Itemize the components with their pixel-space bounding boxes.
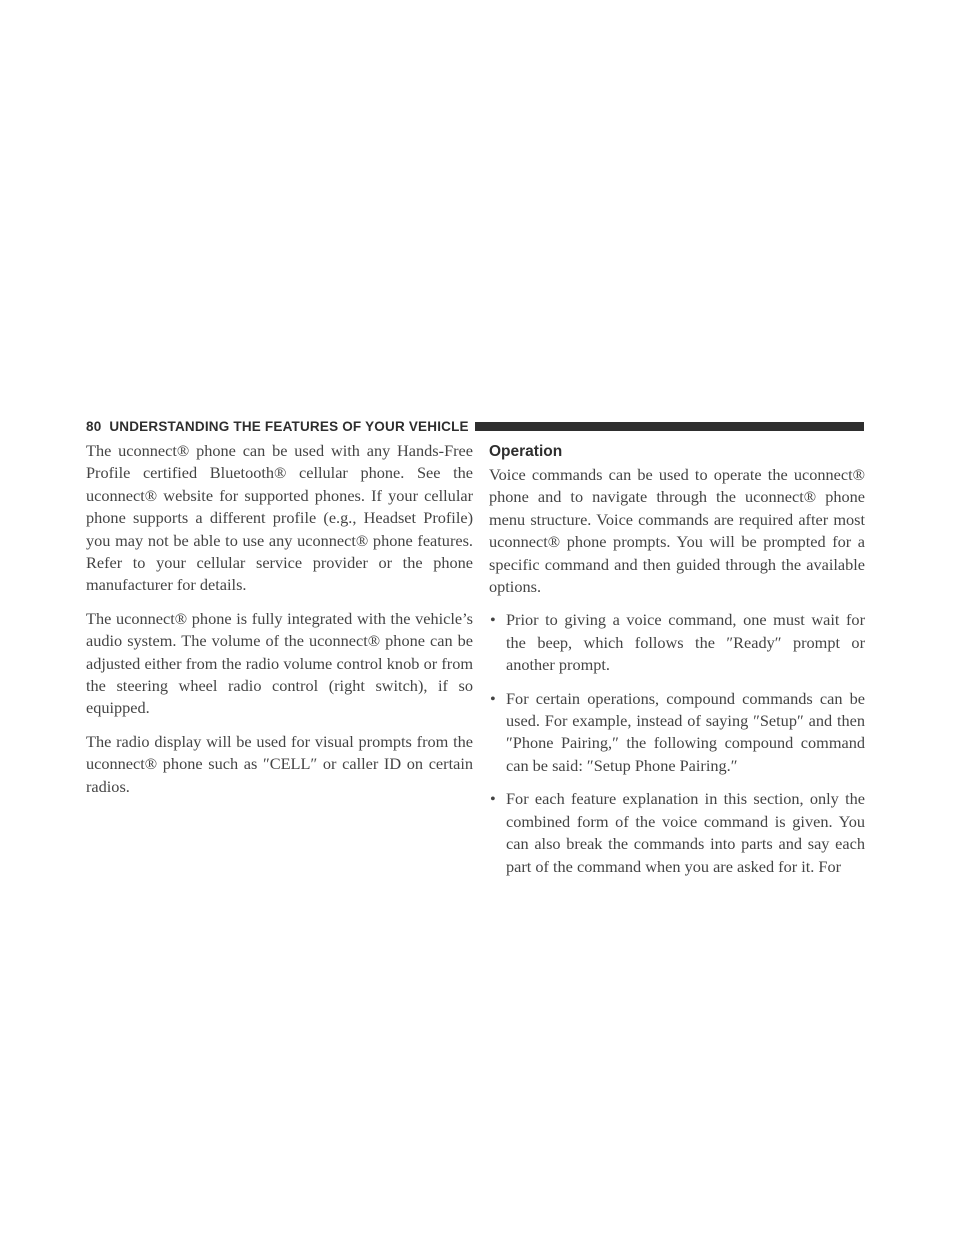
paragraph-operation-intro: Voice commands can be used to operate the uconnect® phone and to navigate through the uconnect® phone menu structure. Voice commands are required after most uconnect® phone prompts. You will be prompted for a specific command and then guided through the available options. — [489, 465, 865, 597]
right-column — [489, 440, 865, 889]
bullet-text: For each feature explanation in this section, only the combined form of the voice command is given. You can also break the commands into parts and say each part of the command when you are asked for it. For — [506, 789, 865, 876]
bullet-item — [489, 609, 865, 676]
chapter-title: UNDERSTANDING THE FEATURES OF YOUR VEHICLE — [109, 419, 469, 434]
bullet-icon: • — [490, 789, 496, 809]
bullet-text: Prior to giving a voice command, one must wait for the beep, which follows the ″Ready″ prompt or another prompt. — [506, 610, 865, 675]
paragraph-radio-display: The radio display will be used for visual prompts from the uconnect® phone such as ″CELL″ or caller ID on certain radios. — [86, 731, 473, 796]
header-text — [86, 418, 475, 435]
left-column — [86, 440, 473, 809]
bullet-item — [489, 788, 865, 878]
paragraph-compatibility: The uconnect® phone can be used with any Hands-Free Profile certified Bluetooth® cellular phone. See the uconnect® website for supported phones. If your cellular phone supports a different profile (e.g., Headset Profile) you may not be able to use any uconnect® phone features. Refer to your cellular service provider or the phone manufacturer for details. — [86, 441, 473, 595]
paragraph-audio-integration: The uconnect® phone is fully integrated with the vehicle’s audio system. The volume of the uconnect® phone can be adjusted either from the radio volume control knob or from the steering wheel radio control (right switch), if so equipped. — [86, 608, 473, 718]
bullet-text: For certain operations, compound commands can be used. For example, instead of saying ″Setup″ and then ″Phone Pairing,″ the following compound command can be said: ″Setup Phone Pairing.″ — [506, 688, 865, 775]
section-title-operation: Operation — [489, 443, 563, 460]
bullet-icon: • — [490, 688, 496, 708]
bullet-item — [489, 688, 865, 778]
page-number: 80 — [86, 419, 102, 434]
bullet-icon: • — [490, 610, 496, 630]
page-header — [86, 418, 864, 435]
